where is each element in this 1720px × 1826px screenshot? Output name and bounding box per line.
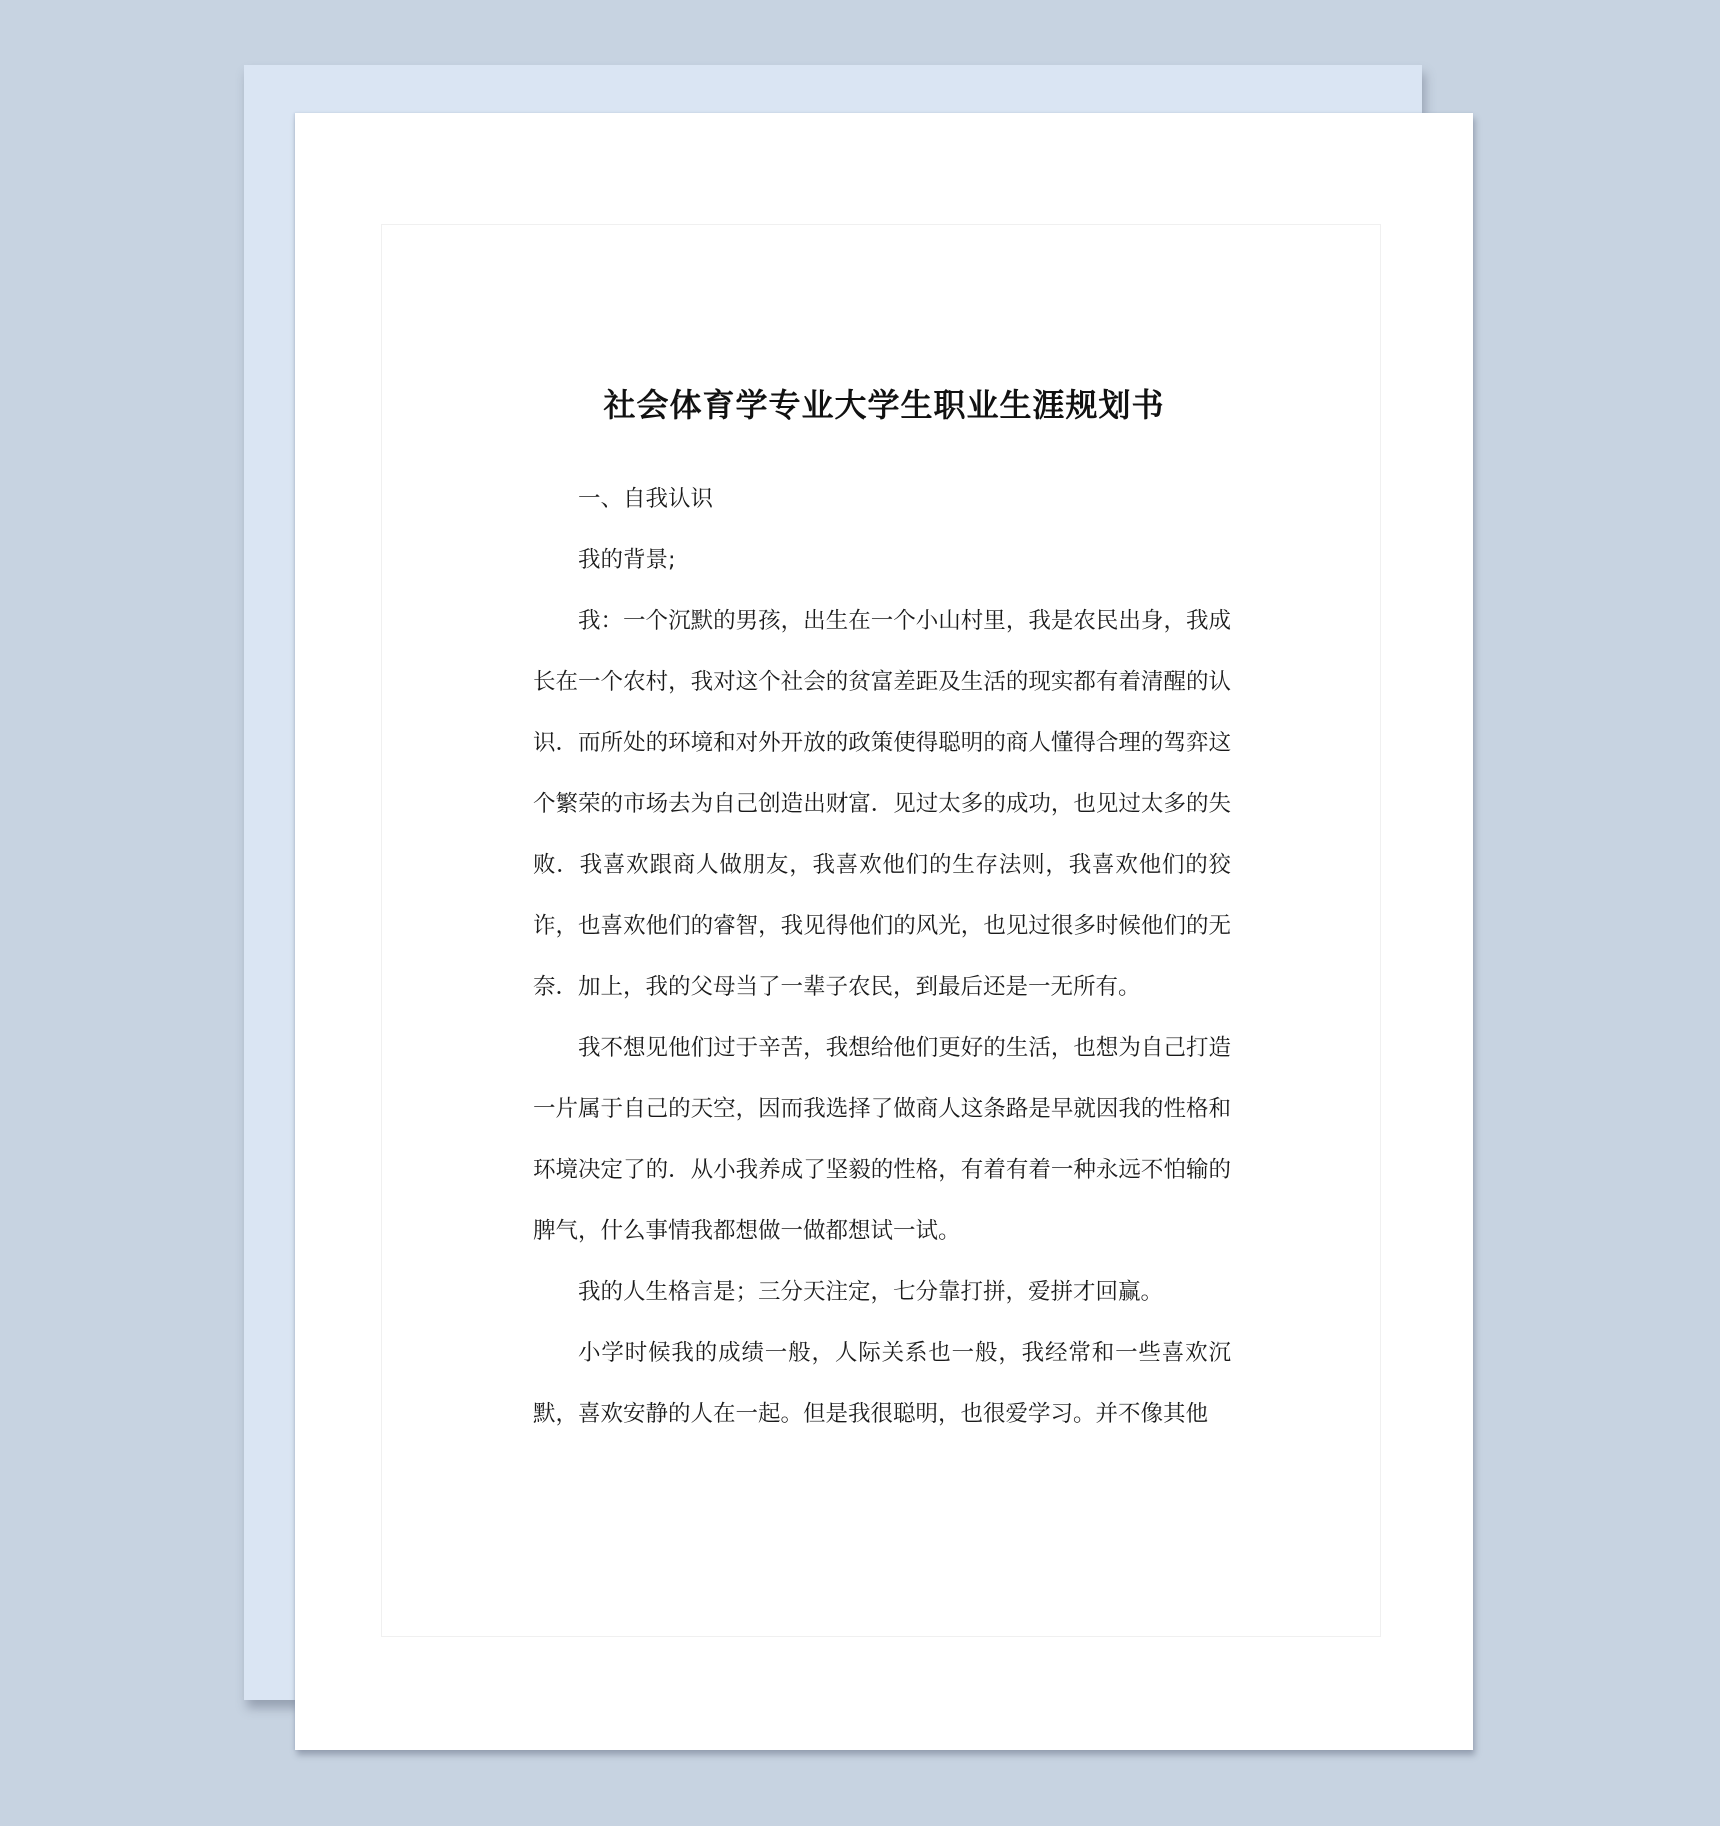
section-heading: 一、自我认识 [578, 486, 714, 512]
body-paragraph: 我：一个沉默的男孩，出生在一个小山村里，我是农民出身，我成长在一个农村，我对这个社会的贫富差距及生活的现实都有着清醒的认识．而所处的环境和对外开放的政策使得聪明的商人懂得合理的驾弈这个繁荣的市场去为自己创造出财富．见过太多的成功，也见过太多的失败．我喜欢跟商人做朋友，我喜欢他们的生存法则，我喜欢他们的狡诈，也喜欢他们的睿智，我见得他们的风光，也见过很多时候他们的无奈．加上，我的父母当了一辈子农民，到最后还是一无所有。 [533, 608, 1231, 1000]
body-paragraph: 我的人生格言是；三分天注定，七分靠打拼，爱拼才回赢。 [578, 1279, 1164, 1305]
subheading-background: 我的背景; [578, 547, 676, 573]
body-paragraph: 我不想见他们过于辛苦，我想给他们更好的生活，也想为自己打造一片属于自己的天空，因而我选择了做商人这条路是早就因我的性格和环境决定了的．从小我养成了坚毅的性格，有着有着一种永远不怕输的脾气，什么事情我都想做一做都想试一试。 [533, 1035, 1231, 1244]
document-title: 社会体育学专业大学生职业生涯规划书 [603, 386, 1165, 424]
body-paragraph: 小学时候我的成绩一般，人际关系也一般，我经常和一些喜欢沉默，喜欢安静的人在一起。但是我很聪明，也很爱学习。并不像其他 [533, 1340, 1231, 1427]
document-body [533, 469, 1231, 1445]
document-page [295, 113, 1473, 1750]
